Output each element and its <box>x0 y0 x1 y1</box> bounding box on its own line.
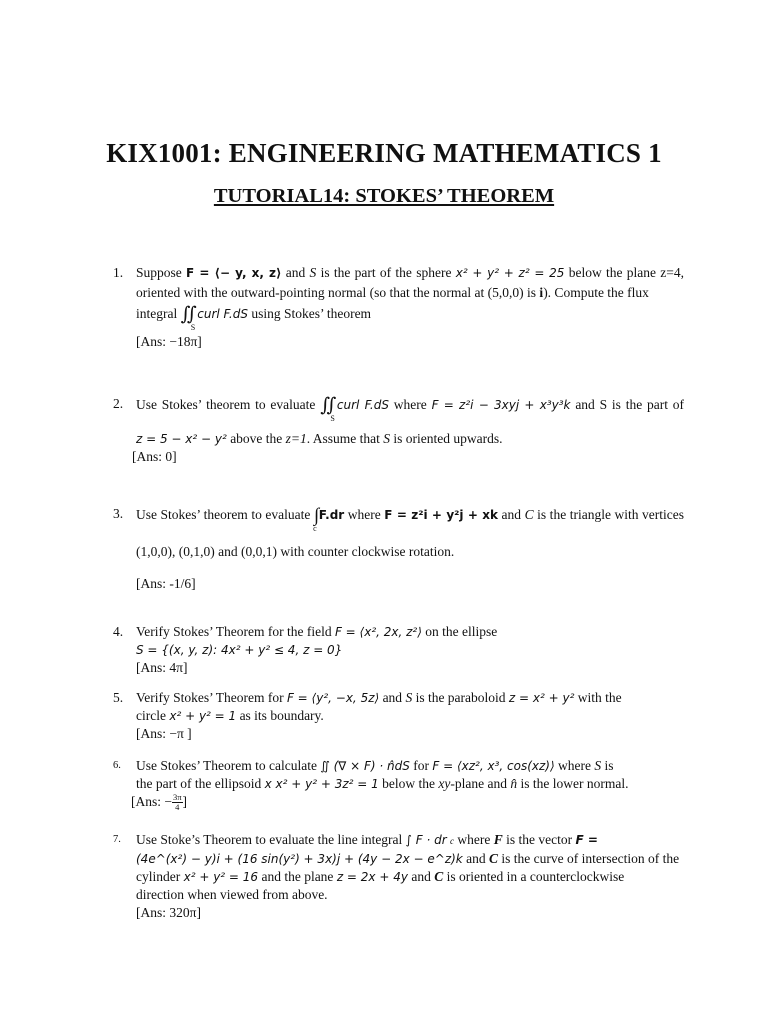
question-text: Use Stokes’ Theorem to calculate <box>136 758 317 773</box>
math-expression: z = x² + y² <box>508 691 575 705</box>
answer-text: [Ans: − <box>131 794 172 809</box>
question-text: -plane and <box>450 776 507 791</box>
page-title: KIX1001: ENGINEERING MATHEMATICS 1 <box>106 138 662 168</box>
question-text: and <box>382 690 403 705</box>
answer: [Ans: 320π] <box>136 905 201 920</box>
math-expression: F = z²i − 3xyj + x³y³k <box>431 398 571 412</box>
question-text: direction when viewed from above. <box>136 887 328 902</box>
math-expression: F.dr <box>318 508 345 522</box>
question-text: Use Stoke’s Theorem to evaluate the line integral <box>136 832 403 847</box>
integral-subscript: c <box>313 524 317 533</box>
math-expression: F = <box>575 833 598 847</box>
question-text: is the curve of intersection of the <box>501 851 680 866</box>
question-text: S <box>309 265 317 280</box>
question-text: is the lower normal. <box>520 776 629 791</box>
math-expression: x² + y² = 1 <box>169 709 237 723</box>
question-text: on the ellipse <box>425 624 498 639</box>
question-text: where <box>457 832 491 847</box>
math-expression: n̂ <box>510 776 518 791</box>
math-expression: x² + y² + z² = 25 <box>455 266 565 280</box>
question-text: and the plane <box>261 869 334 884</box>
question-text: and <box>411 869 431 884</box>
question-text: C <box>524 507 534 522</box>
question-text: Use Stokes’ theorem to evaluate <box>136 397 316 412</box>
question-text: (1,0,0), (0,1,0) and (0,0,1) with counter clockwise rotation. <box>136 544 455 559</box>
answer: [Ans: −π ] <box>136 726 192 741</box>
answer-fraction <box>172 793 183 812</box>
question-text: below the plane z=4, <box>568 265 685 280</box>
question-text: ). Compute the flux <box>543 285 649 300</box>
math-expression: x x² + y² + 3z² = 1 <box>264 777 379 791</box>
math-expression: ∫ F · dr <box>405 833 447 847</box>
answer: [Ans: 4π] <box>136 660 188 675</box>
question-text: S <box>383 431 391 446</box>
math-expression: F = z²i + y²j + xk <box>384 508 498 522</box>
question-text: i <box>539 285 544 300</box>
integral-subscript: S <box>330 414 335 423</box>
question-text: is <box>604 758 614 773</box>
question-text: for <box>413 758 429 773</box>
question-number: 7. <box>113 834 121 845</box>
question-text: above the <box>230 431 283 446</box>
answer-text: ] <box>182 794 188 809</box>
answer <box>131 793 684 812</box>
question-number: 6. <box>113 760 121 771</box>
question-text: oriented with the outward-pointing normal (so that the normal at (5,0,0) is <box>136 285 537 300</box>
question-text: and <box>501 507 522 522</box>
question-text: is the vector <box>506 832 573 847</box>
integral-subscript: c <box>450 836 455 846</box>
double-integral-symbol: ∬ <box>320 395 337 416</box>
question-text: is the part of the sphere <box>320 265 452 280</box>
question-number: 4. <box>113 624 124 639</box>
math-expression: (4e^(x²) − y)i + (16 sin(y²) + 3x)j + (4y − 2x − e^z)k <box>136 852 463 866</box>
question-text: where <box>393 397 427 412</box>
question-text: is oriented in a counterclockwise <box>446 869 625 884</box>
question-text: and <box>466 851 486 866</box>
question-text: as its boundary. <box>239 708 324 723</box>
math-expression: F = ⟨− y, x, z⟩ <box>186 266 282 280</box>
fraction-denominator: 4 <box>175 802 180 813</box>
question-text: Verify Stokes’ Theorem for <box>136 690 284 705</box>
question-text: Suppose <box>136 265 182 280</box>
answer: [Ans: 0] <box>132 449 177 464</box>
question-text: integral <box>136 306 178 321</box>
question-text: is oriented upwards. <box>393 431 503 446</box>
question-text: z=1 <box>285 431 307 446</box>
math-expression: ∬ (∇ × F) · n̂dS <box>320 759 410 773</box>
question-text: and <box>285 265 306 280</box>
question-text: where <box>347 507 381 522</box>
question-text: F <box>493 832 503 847</box>
fraction-numerator: 3π <box>173 792 182 803</box>
question-text: is the paraboloid <box>415 690 506 705</box>
question-number: 2. <box>113 396 124 411</box>
integral-subscript: S <box>190 323 196 332</box>
math-expression: C <box>489 851 499 866</box>
question-text: below the <box>382 776 436 791</box>
question-text: where <box>558 758 592 773</box>
question-number: 5. <box>113 690 124 705</box>
question-text: and S is the part of <box>575 397 685 412</box>
question-number: 1. <box>113 265 124 280</box>
question-text: . Assume that <box>306 431 380 446</box>
question-text: circle <box>136 708 166 723</box>
question-number: 3. <box>113 506 124 521</box>
answer: [Ans: -1/6] <box>136 576 196 591</box>
math-expression: xy <box>438 776 451 791</box>
math-expression: curl F.dS <box>336 398 389 412</box>
math-expression: C <box>434 869 444 884</box>
question-text: cylinder <box>136 869 181 884</box>
question-text: the part of the ellipsoid <box>136 776 262 791</box>
math-expression: F = ⟨y², −x, 5z⟩ <box>286 691 380 705</box>
math-expression: S = {(x, y, z): 4x² + y² ≤ 4, z = 0} <box>136 643 343 657</box>
page-subtitle: TUTORIAL14: STOKES’ THEOREM <box>213 185 555 207</box>
question-text: Use Stokes’ theorem to evaluate <box>136 507 311 522</box>
question-text: S <box>405 690 413 705</box>
question-text: S <box>594 758 602 773</box>
math-expression: curl F.dS <box>197 307 248 321</box>
double-integral-symbol: ∬ <box>180 304 197 325</box>
question-text: with the <box>577 690 622 705</box>
question-text: Verify Stokes’ Theorem for the field <box>136 624 332 639</box>
math-expression: F = ⟨xz², x³, cos(xz)⟩ <box>432 759 555 773</box>
math-expression: z = 2x + 4y <box>336 870 408 884</box>
question-text: using Stokes’ theorem <box>251 306 372 321</box>
math-expression: z = 5 − x² − y² <box>136 432 227 446</box>
integral-symbol: ∫ <box>313 505 320 526</box>
question-text: is the triangle with vertices <box>537 507 685 522</box>
math-expression: F = ⟨x², 2x, z²⟩ <box>334 625 422 639</box>
math-expression: x² + y² = 16 <box>183 870 259 884</box>
answer: [Ans: −18π] <box>136 334 202 349</box>
